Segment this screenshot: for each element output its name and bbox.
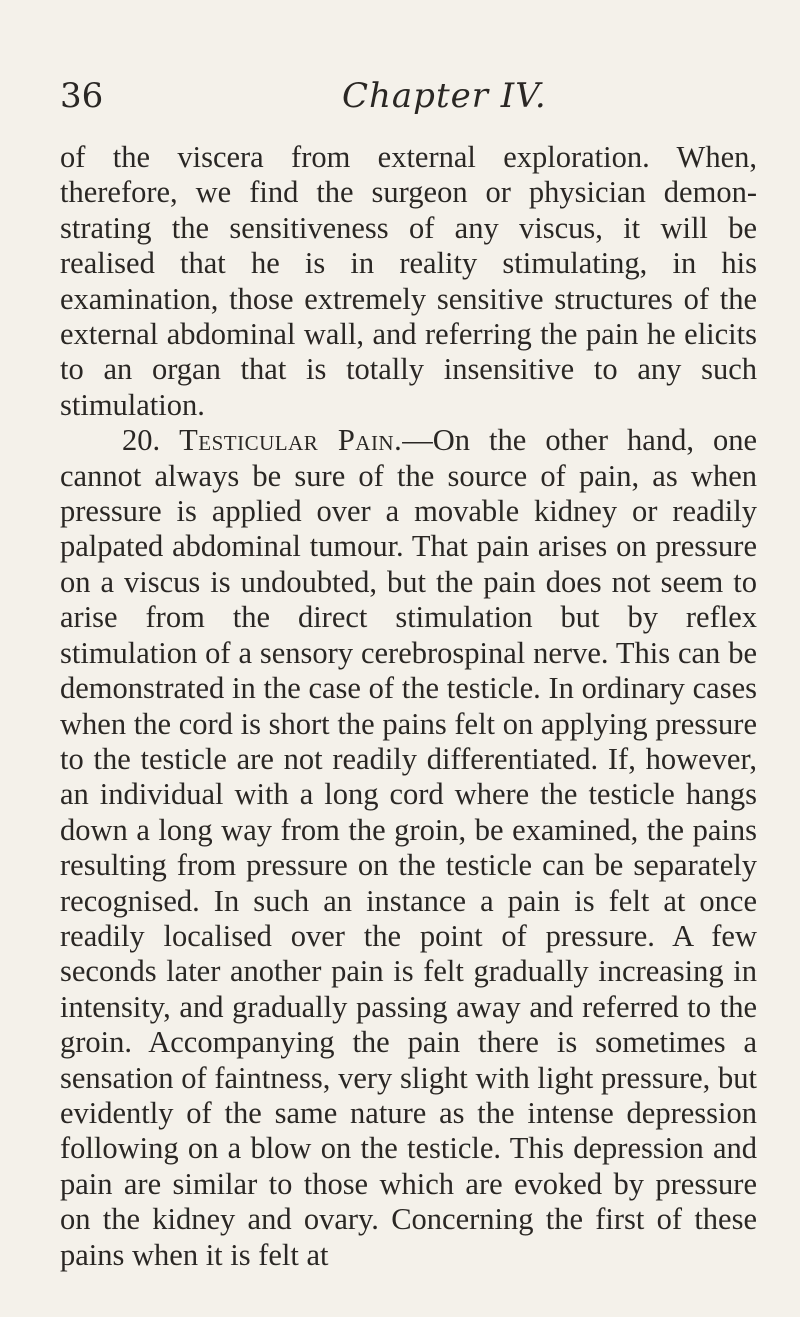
section-number: 20.: [122, 423, 161, 458]
section-heading: Testicular Pain.: [179, 423, 403, 458]
paragraph-1: of the viscera from external exploration. When, therefore, we find the surgeon or physician demonstrating the sensitiveness of any viscus, it will be realised that he is in reality stimulating, in his examination, those extremely sensitive structures of the external abdominal wall, and referring the pain he elicits to an organ that is totally insensitive to any such stimulation.: [60, 140, 757, 422]
paragraph-2: [60, 423, 757, 1273]
page-number: 36: [60, 76, 104, 116]
page-header: [60, 76, 760, 122]
body-text: [60, 140, 757, 1273]
chapter-title: Chapter IV.: [342, 76, 547, 116]
paragraph-2-text: —On the other hand, one cannot always be sure of the source of pain, as when pressure is applied over a movable kidney or readily palpated abdominal tumour. That pain arises on pressure on a viscus is undoubted, but the pain does not seem to arise from the direct stimulation but by reflex stimulation of a sensory cerebrospinal nerve. This can be demonstrated in the case of the testicle. In ordinary cases when the cord is short the pains felt on applying pressure to the testicle are not readily differentiated. If, however, an individual with a long cord where the testicle hangs down a long way from the groin, be examined, the pains resulting from pressure on the testicle can be separately recognised. In such an instance a pain is felt at once readily localised over the point of pressure. A few seconds later another pain is felt gradually increasing in intensity, and gradually passing away and referred to the groin. Accompanying the pain there is sometimes a sensation of faintness, very slight with light pressure, but evidently of the same nature as the intense depression following on a blow on the testicle. This depression and pain are similar to those which are evoked by pressure on the kidney and ovary. Concerning the first of these pains when it is felt at: [60, 423, 758, 1272]
